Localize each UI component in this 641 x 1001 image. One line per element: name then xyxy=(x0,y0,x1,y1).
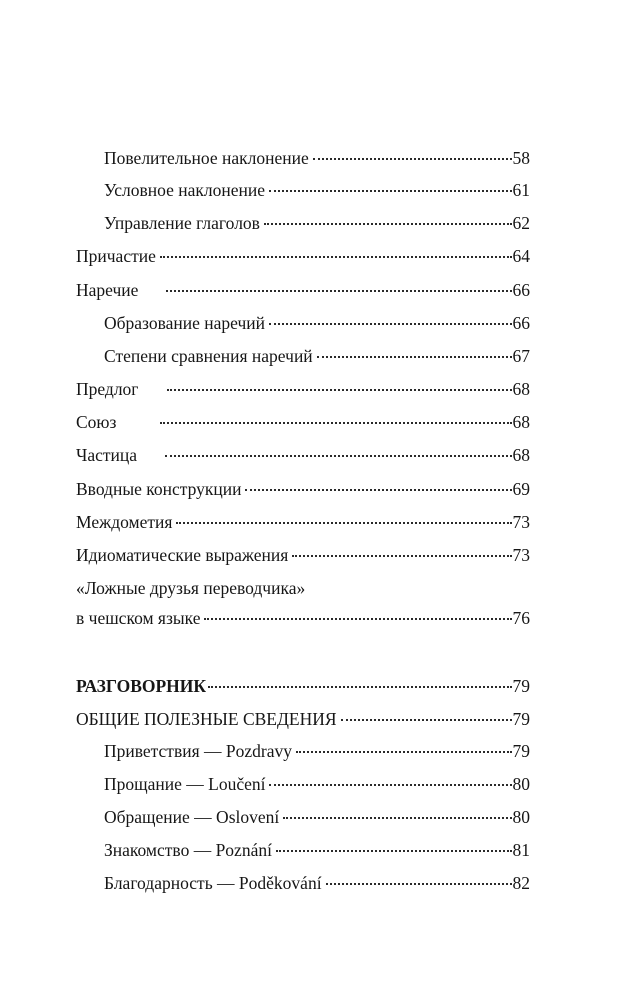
toc-entry-page: 61 xyxy=(512,180,530,200)
toc-entry xyxy=(104,802,530,832)
dot-leader xyxy=(313,158,512,160)
toc-entry-page: 69 xyxy=(512,479,530,499)
toc-entry-page: 81 xyxy=(512,840,530,860)
dot-leader xyxy=(269,784,511,786)
toc-entry xyxy=(76,507,530,537)
toc-entry-title: Идиоматические выражения xyxy=(76,545,289,565)
toc-entry xyxy=(76,407,530,437)
toc-entry xyxy=(76,704,530,734)
dot-leader xyxy=(167,389,512,391)
toc-entry-title: Условное наклонение xyxy=(104,180,266,200)
toc-entry xyxy=(104,175,530,205)
toc-entry-title: Благодарность — Poděkování xyxy=(104,873,322,893)
toc-entry xyxy=(76,671,530,701)
toc-entry-page: 66 xyxy=(512,280,530,300)
toc-entry-title: Степени сравнения наречий xyxy=(104,346,313,366)
toc-entry-title: Междометия xyxy=(76,512,173,532)
dot-leader xyxy=(276,850,512,852)
dot-leader xyxy=(166,290,511,292)
toc-entry-page: 68 xyxy=(512,379,530,399)
dot-leader xyxy=(165,455,511,457)
toc-entry-title: Частица xyxy=(76,445,138,465)
toc-entry xyxy=(104,736,530,766)
toc-entry-title: Повелительное наклонение xyxy=(104,148,309,168)
dot-leader xyxy=(292,555,511,557)
toc-entry xyxy=(104,868,530,898)
toc-entry-page: 80 xyxy=(512,807,530,827)
toc-entry xyxy=(104,208,530,238)
dot-leader xyxy=(269,323,511,325)
toc-entry xyxy=(104,835,530,865)
toc-entry-page: 79 xyxy=(512,741,530,761)
toc-entry-title: Наречие xyxy=(76,280,139,300)
toc-entry-page: 68 xyxy=(512,412,530,432)
dot-leader xyxy=(264,223,512,225)
toc-entry xyxy=(76,573,530,633)
toc-entry-page: 73 xyxy=(512,512,530,532)
toc-entry xyxy=(104,308,530,338)
toc-entry-page: 67 xyxy=(512,346,530,366)
dot-leader xyxy=(245,489,511,491)
toc-entry-page: 76 xyxy=(512,608,530,628)
toc-entry xyxy=(76,275,530,305)
toc-entry-title: Предлог xyxy=(76,379,139,399)
toc-entry-page: 82 xyxy=(512,873,530,893)
dot-leader xyxy=(269,190,511,192)
toc-entry-page: 64 xyxy=(512,246,530,266)
toc-entry xyxy=(76,440,530,470)
toc-entry-title: Обращение — Oslovení xyxy=(104,807,280,827)
toc-entry-page: 62 xyxy=(512,213,530,233)
dot-leader xyxy=(341,719,512,721)
toc-entry-page: 80 xyxy=(512,774,530,794)
toc-entry-title-line1: «Ложные друзья переводчика» xyxy=(76,578,306,598)
toc-entry-page: 79 xyxy=(512,709,530,729)
toc-entry-title: Знакомство — Poznání xyxy=(104,840,272,860)
toc-entry-title-line2: в чешском языке xyxy=(76,608,201,628)
toc-entry-title: Управление глаголов xyxy=(104,213,260,233)
dot-leader xyxy=(204,618,511,620)
dot-leader xyxy=(208,686,511,688)
toc-entry xyxy=(104,143,530,173)
toc-entry-page: 66 xyxy=(512,313,530,333)
toc-entry xyxy=(76,540,530,570)
toc-entry-title: Причастие xyxy=(76,246,156,266)
toc-entry-page: 68 xyxy=(512,445,530,465)
toc-entry-title: Союз xyxy=(76,412,117,432)
toc-section-title: ОБЩИЕ ПОЛЕЗНЫЕ СВЕДЕНИЯ xyxy=(76,709,337,729)
toc-entry-page: 79 xyxy=(512,676,530,696)
dot-leader xyxy=(160,422,511,424)
toc-entry-title: Прощание — Loučení xyxy=(104,774,266,794)
dot-leader xyxy=(176,522,511,524)
dot-leader xyxy=(296,751,512,753)
toc-entry xyxy=(104,341,530,371)
toc-entry xyxy=(76,374,530,404)
dot-leader xyxy=(317,356,512,358)
toc-section-title: РАЗГОВОРНИК xyxy=(76,676,207,696)
toc-entry-title: Образование наречий xyxy=(104,313,266,333)
toc-entry-page: 58 xyxy=(512,148,530,168)
toc-entry xyxy=(104,769,530,799)
toc-entry-page: 73 xyxy=(512,545,530,565)
dot-leader xyxy=(160,256,512,258)
dot-leader xyxy=(326,883,512,885)
dot-leader xyxy=(283,817,511,819)
toc-entry xyxy=(76,241,530,271)
toc-entry xyxy=(76,474,530,504)
toc-entry-title: Вводные конструкции xyxy=(76,479,242,499)
toc-entry-title: Приветствия — Pozdravy xyxy=(104,741,292,761)
